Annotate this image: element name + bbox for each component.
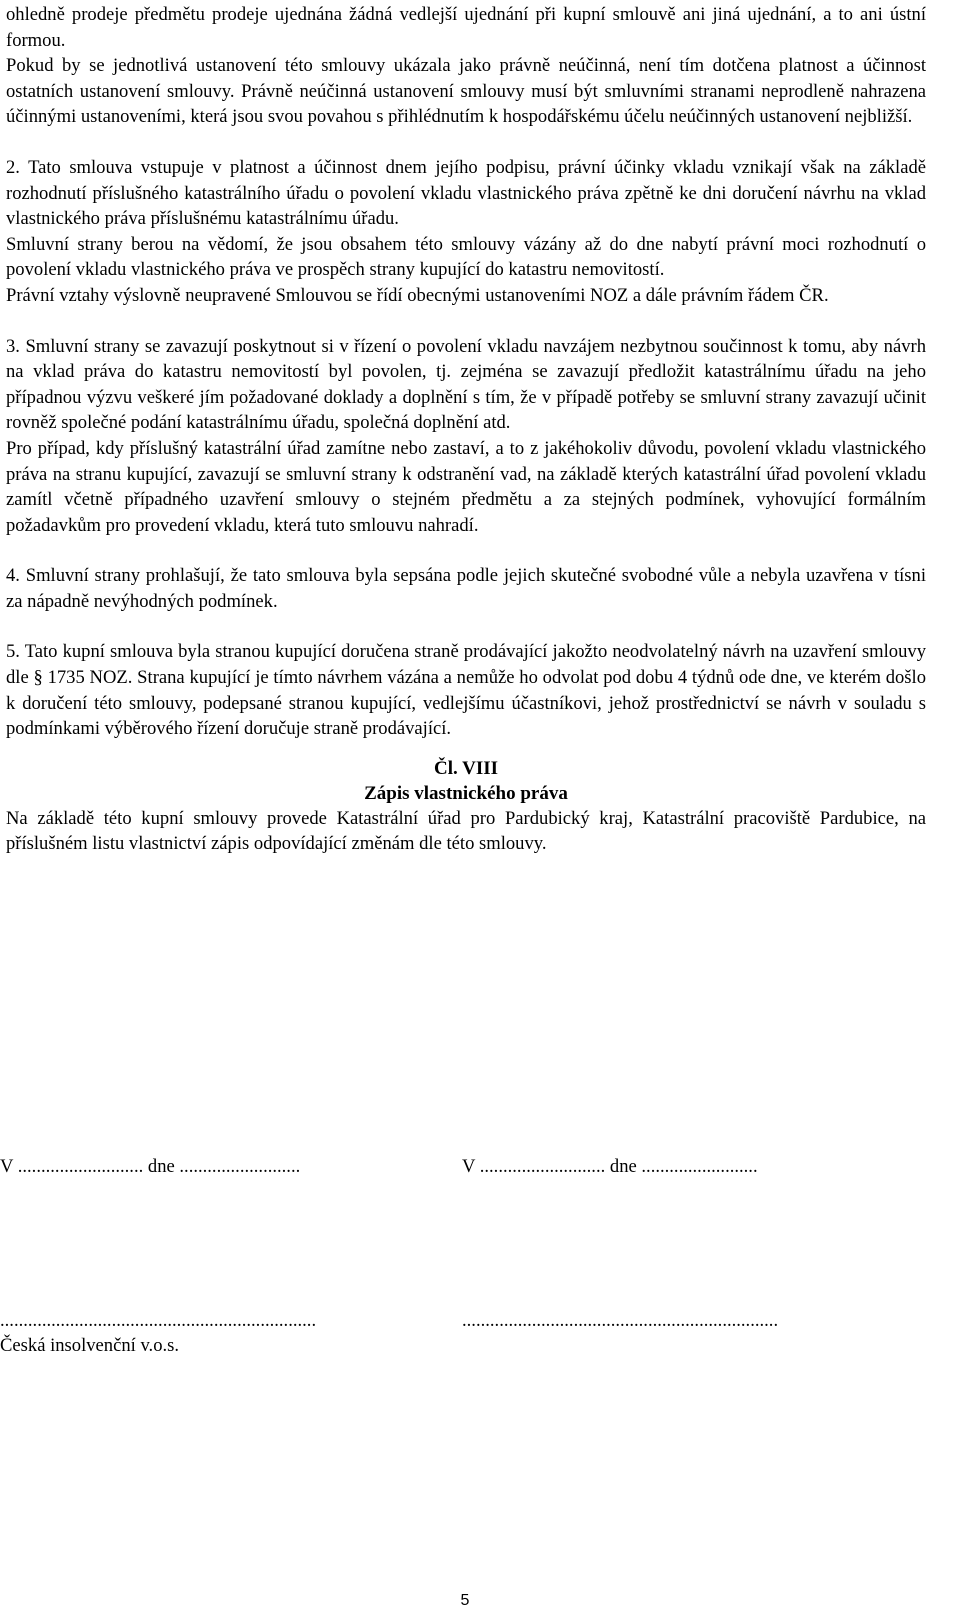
article-body: Na základě této kupní smlouvy provede Katastrální úřad pro Pardubický kraj, Katastrální pracoviště Pardubice, na příslušném listu vlastnictví zápis odpovídající změnám dle této smlouvy. [6,807,926,855]
article-title: Zápis vlastnického práva [364,782,568,804]
spacer [6,309,926,334]
article-number: Čl. VIII [433,757,499,779]
section-2-paragraph-1: 2. Tato smlouva vstupuje v platnost a účinnost dnem jejího podpisu, právní účinky vkladu vznikají však na základě rozhodnutí příslušného katastrálního úřadu o povolení vkladu vlastnického práva zpětně ke dni doručení návrhu na vklad vlastnického práva příslušnému katastrálnímu úřadu. [6,156,926,230]
paragraph-severability [6,53,926,130]
party-left-name: Česká insolvenční v.o.s. [0,1335,180,1356]
document-page [6,0,926,857]
spacer [6,130,926,155]
section-4-paragraph: 4. Smluvní strany prohlašují, že tato smlouva byla sepsána podle jejich skutečné svobodné vůle a nebyla uzavřena v tísni za nápadně nevýhodných podmínek. [6,565,926,612]
signature-line-right: .................................................................... [462,1310,779,1331]
place-date-left: V ........................... dne .......................... [0,1156,301,1177]
section-3-paragraph-2: Pro případ, kdy příslušný katastrální úřad zamítne nebo zastaví, a to z jakéhokoliv důvodu, povolení vkladu vlastnického práva na stranu kupující, zavazují se smluvní strany k odstranění vad, na základě kterých katastrální úřad povolení vkladu zamítl včetně případného uzavření smlouvy o stejném předmětu a za stejných podmínek, vyhovující formálním požadavkům pro provedení vkladu, která tuto smlouvu nahradí. [6,437,926,536]
section-3-paragraph-1: 3. Smluvní strany se zavazují poskytnout si v řízení o povolení vkladu navzájem nezbytnou součinnost k tomu, aby návrh na vklad práva do katastru nemovitostí byl povolen, tj. zejména se zavazují předložit katastrálnímu úřadu na jeho případnou výzvu veškeré jím požadované doklady a doplnění s tím, že v případě potřeby se smluvní strany zavazují učinit rovněž společné podání katastrálnímu úřadu, společná doplnění atd. [6,335,926,434]
severability-text: Pokud by se jednotlivá ustanovení této smlouvy ukázala jako právně neúčinná, není tím dotčena platnost a účinnost ostatních ustanovení smlouvy. Právně neúčinná ustanovení smlouvy musí být smluvními stranami neprodleně nahrazena účinnými ustanoveními, která jsou svou povahou s přihlédnutím k hospodářskému účelu neúčinných ustanovení nejbližší. [6,55,926,128]
signature-line-left: .................................................................... [0,1310,317,1331]
article-heading [6,756,926,806]
section-2-paragraph-3: Právní vztahy výslovně neupravené Smlouvou se řídí obecnými ustanoveními NOZ a dále právním řádem ČR. [6,284,829,306]
spacer [6,614,926,639]
place-date-right: V ........................... dne ......................... [462,1156,758,1177]
section-2-paragraph-2: Smluvní strany berou na vědomí, že jsou obsahem této smlouvy vázány až do dne nabytí právní moci rozhodnutí o povolení vkladu vlastnického práva ve prospěch strany kupující do katastru nemovitostí. [6,233,926,281]
spacer [6,538,926,563]
paragraph-continuation: ohledně prodeje předmětu prodeje ujednána žádná vedlejší ujednání při kupní smlouvě ani jiná ujednání, a to ani ústní formou. [6,4,926,51]
page-number: 5 [460,1592,470,1609]
section-5-paragraph: 5. Tato kupní smlouva byla stranou kupující doručena straně prodávající jakožto neodvolatelný návrh na uzavření smlouvy dle § 1735 NOZ. Strana kupující je tímto návrhem vázána a nemůže ho odvolat pod dobu 4 týdnů ode dne, ve kterém došlo k doručení této smlouvy, podepsané stranou kupující, vedlejšímu účastníkovi, jehož prostřednictví se návrh v souladu s podmínkami výběrového řízení doručuje straně prodávající. [6,641,926,740]
